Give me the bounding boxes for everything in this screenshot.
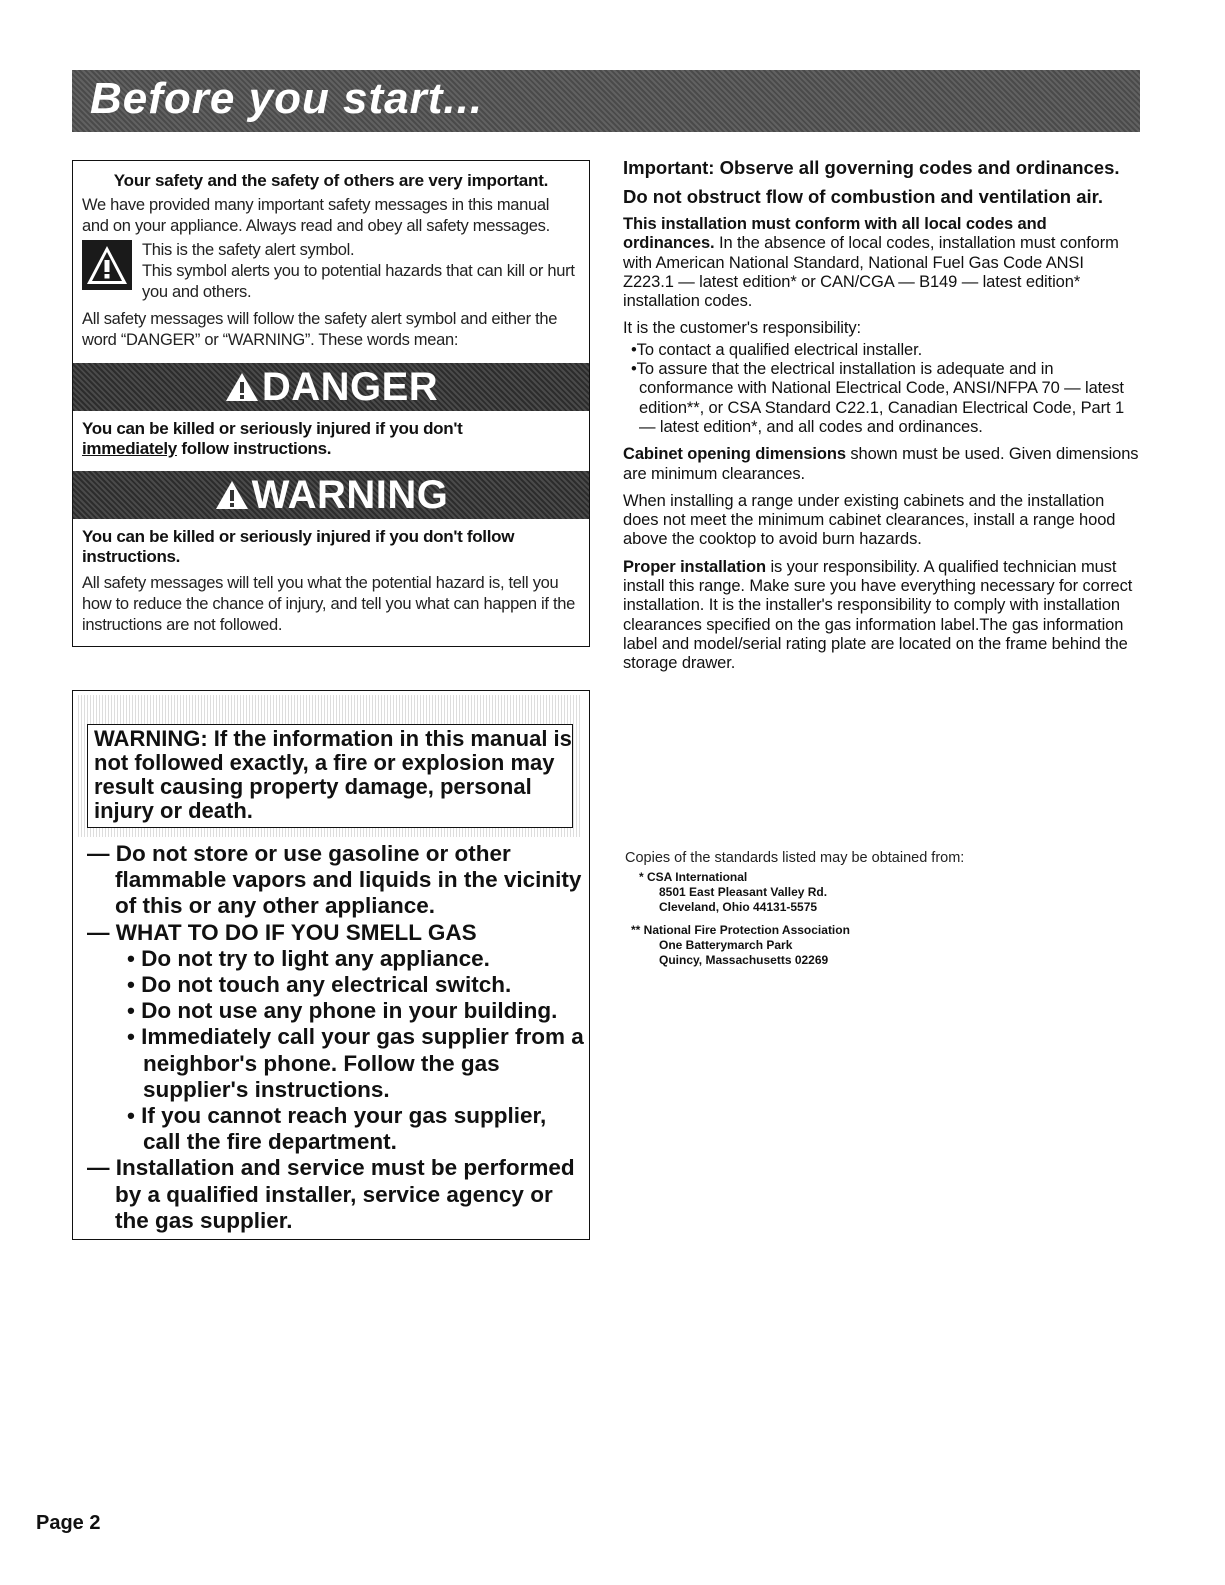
gas-warning-header bbox=[78, 695, 582, 837]
safety-box-title: Your safety and the safety of others are very important. bbox=[113, 171, 549, 190]
address-line: Quincy, Massachusetts 02269 bbox=[659, 953, 829, 967]
danger-banner bbox=[73, 363, 589, 411]
safety-intro: We have provided many important safety messages in this manual and on your appliance. Always read and obey all safety messages. bbox=[82, 196, 550, 235]
gas-instruction: — WHAT TO DO IF YOU SMELL GAS bbox=[87, 919, 477, 945]
codes-heading: Important: Observe all governing codes and ordinances. bbox=[623, 157, 1120, 178]
standards-copies bbox=[625, 850, 1145, 968]
gas-instruction-bullet: • Do not try to light any appliance. bbox=[127, 945, 490, 971]
warning-alert-icon bbox=[214, 479, 250, 511]
danger-msg-b: follow instructions. bbox=[176, 439, 332, 458]
conform-paragraph bbox=[623, 215, 1139, 311]
safety-messages-box bbox=[72, 160, 590, 647]
page-banner bbox=[72, 70, 1140, 132]
address-line: * CSA International bbox=[639, 870, 748, 884]
copies-title: Copies of the standards listed may be obtained from: bbox=[625, 850, 965, 866]
csa-address bbox=[625, 870, 1145, 915]
gas-instruction-bullet: • Do not use any phone in your building. bbox=[127, 998, 558, 1024]
proper-bold: Proper installation bbox=[623, 557, 766, 576]
safety-closing: All safety messages will tell you what the potential hazard is, tell you how to reduce the chance of injury, and tell you what can happen if the instructions are not followed. bbox=[82, 574, 575, 634]
address-line: Cleveland, Ohio 44131-5575 bbox=[659, 900, 818, 914]
range-hood-paragraph: When installing a range under existing cabinets and the installation does not meet the minimum cabinet clearances, install a range hood above the cooktop to avoid burn hazards. bbox=[623, 491, 1116, 549]
proper-installation-paragraph bbox=[623, 558, 1139, 674]
resp-item: •To contact a qualified electrical installer. bbox=[631, 340, 923, 359]
warning-word: WARNING bbox=[251, 472, 449, 517]
danger-word: DANGER bbox=[261, 364, 439, 409]
danger-message bbox=[82, 419, 580, 459]
address-line: ** National Fire Protection Association bbox=[631, 923, 850, 937]
conform-rest: In the absence of local codes, installation must conform with American National Standard, National Fuel Gas Code ANSI Z223.1 — latest edition* or CAN/CGA — B149 — latest edition* installation codes. bbox=[623, 234, 1119, 311]
safety-alert-symbol-icon bbox=[82, 240, 132, 290]
gas-instruction-bullet: • If you cannot reach your gas supplier, call the fire department. bbox=[127, 1103, 547, 1155]
gas-warning-box bbox=[72, 690, 590, 1240]
page-number: Page 2 bbox=[36, 1512, 101, 1534]
cabinet-rest: shown must be used. Given dimensions are minimum clearances. bbox=[623, 445, 1139, 483]
warning-banner bbox=[73, 471, 589, 519]
danger-msg-a: You can be killed or seriously injured if you don't bbox=[82, 419, 463, 438]
cabinet-bold: Cabinet opening dimensions bbox=[623, 445, 846, 464]
right-column bbox=[623, 157, 1139, 682]
nfpa-address bbox=[625, 923, 1145, 968]
safety-alert-row bbox=[82, 240, 580, 303]
signal-words-explain: All safety messages will follow the safety alert symbol and either the word “DANGER” or “WARNING”. These words mean: bbox=[82, 310, 558, 349]
proper-rest: is your responsibility. A qualified technician must install this range. Make sure you have everything necessary for correct installation. It is the installer's responsibility to comply with installation clearances specified on the gas information label.The gas information label and model/serial rating plate are located on the frame behind the storage drawer. bbox=[623, 557, 1133, 673]
conform-bold: This installation must conform with all local codes and ordinances. bbox=[623, 215, 1047, 253]
resp-item: •To assure that the electrical installation is adequate and in conformance with National Electrical Code, ANSI/NFPA 70 — latest edition**, or CSA Standard C22.1, Canadian Electrical Code, Part 1 — latest edition*, and all codes and ordinances. bbox=[631, 360, 1125, 436]
symbol-line-2: This symbol alerts you to potential hazards that can kill or hurt you and others. bbox=[142, 262, 575, 301]
address-line: 8501 East Pleasant Valley Rd. bbox=[659, 885, 828, 899]
gas-instructions-list bbox=[87, 841, 587, 1234]
danger-msg-underlined: immediately bbox=[82, 439, 177, 458]
symbol-line-1: This is the safety alert symbol. bbox=[142, 241, 355, 259]
airflow-heading: Do not obstruct flow of combustion and ventilation air. bbox=[623, 186, 1103, 207]
gas-instruction: — Do not store or use gasoline or other flammable vapors and liquids in the vicinity of this or any other appliance. bbox=[87, 841, 582, 919]
gas-instruction: — Installation and service must be performed by a qualified installer, service agency or the gas supplier. bbox=[87, 1155, 575, 1233]
cabinet-paragraph bbox=[623, 445, 1139, 484]
address-line: One Batterymarch Park bbox=[659, 938, 793, 952]
danger-alert-icon bbox=[224, 371, 260, 403]
left-column bbox=[72, 160, 590, 647]
gas-warning-heading: WARNING: If the information in this manual is not followed exactly, a fire or explosion may result causing property damage, personal injury or death. bbox=[94, 726, 572, 823]
warning-message: You can be killed or seriously injured if you don't follow instructions. bbox=[82, 527, 515, 566]
banner-title: Before you start... bbox=[90, 74, 484, 123]
gas-instruction-bullet: • Immediately call your gas supplier from a neighbor's phone. Follow the gas supplier's instructions. bbox=[127, 1024, 584, 1102]
responsibility-intro: It is the customer's responsibility: bbox=[623, 319, 861, 338]
gas-instruction-bullet: • Do not touch any electrical switch. bbox=[127, 972, 512, 998]
